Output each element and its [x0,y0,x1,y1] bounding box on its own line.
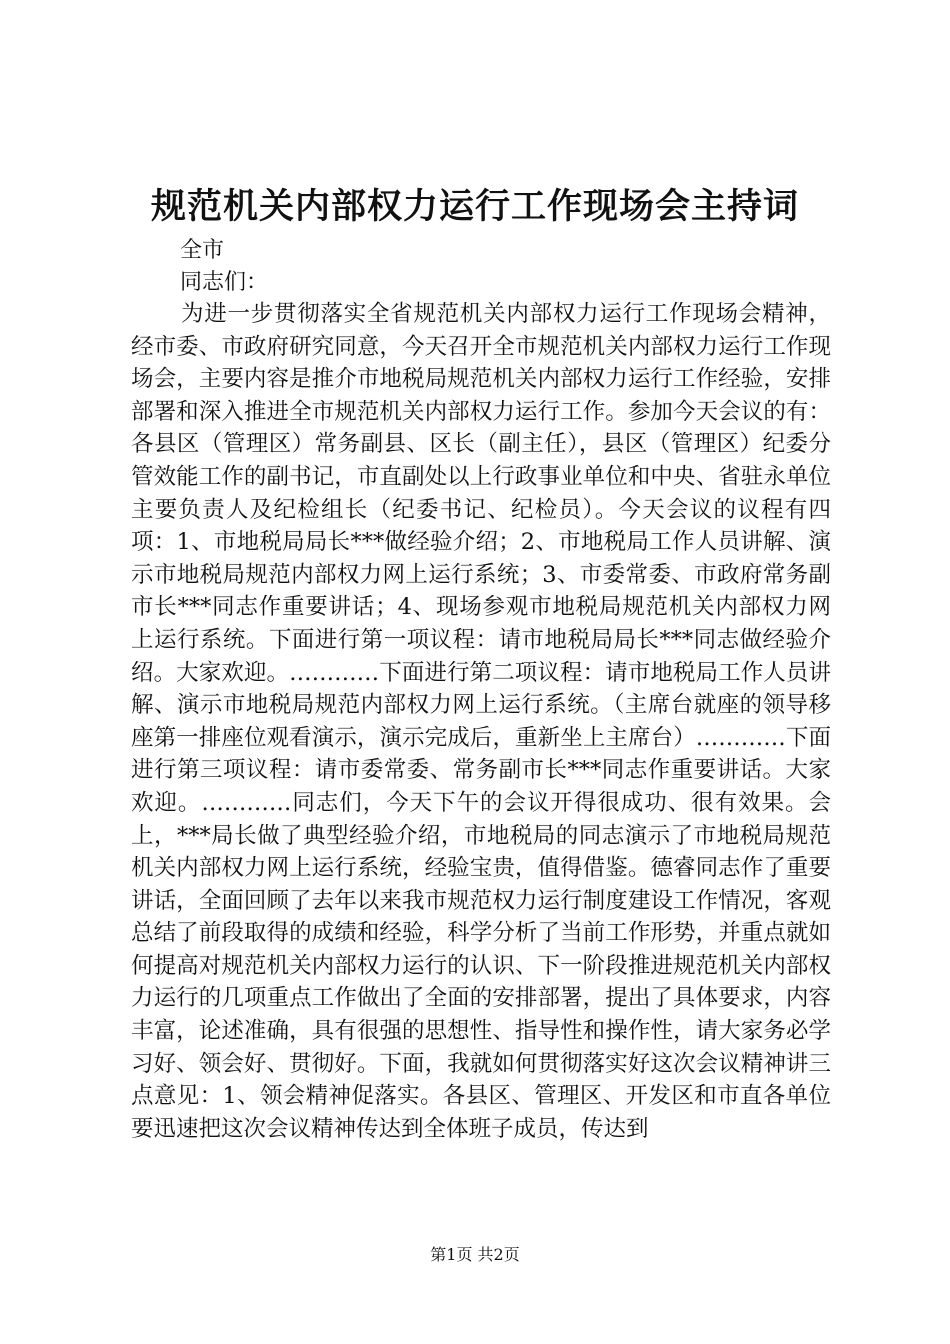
body-paragraph: 为进一步贯彻落实全省规范机关内部权力运行工作现场会精神，经市委、市政府研究同意，今天召开全市规范机关内部权力运行工作现场会，主要内容是推介市地税局规范机关内部权力运行工作经验，安排部署和深入推进全市规范机关内部权力运行工作。参加今天会议的有：各县区（管理区）常务副县、区长（副主任），县区（管理区）纪委分管效能工作的副书记，市直副处以上行政事业单位和中央、省驻永单位主要负责人及纪检组长（纪委书记、纪检员）。今天会议的议程有四项：1、市地税局局长***做经验介绍；2、市地税局工作人员讲解、演示市地税局规范内部权力网上运行系统；3、市委常委、市政府常务副市长***同志作重要讲话；4、现场参观市地税局规范机关内部权力网上运行系统。下面进行第一项议程：请市地税局局长***同志做经验介绍。大家欢迎。…………下面进行第二项议程：请市地税局工作人员讲解、演示市地税局规范内部权力网上运行系统。（主席台就座的领导移座第一排座位观看演示，演示完成后，重新坐上主席台）…………下面进行第三项议程：请市委常委、常务副市长***同志作重要讲话。大家欢迎。…………同志们，今天下午的会议开得很成功、很有效果。会上，***局长做了典型经验介绍，市地税局的同志演示了市地税局规范机关内部权力网上运行系统，经验宝贵，值得借鉴。德睿同志作了重要讲话，全面回顾了去年以来我市规范权力运行制度建设工作情况，客观总结了前段取得的成绩和经验，科学分析了当前工作形势，并重点就如何提高对规范机关内部权力运行的认识、下一阶段推进规范机关内部权力运行的几项重点工作做出了全面的安排部署，提出了具体要求，内容丰富，论述准确，具有很强的思想性、指导性和操作性，请大家务必学习好、领会好、贯彻好。下面，我就如何贯彻落实好这次会议精神讲三点意见：1、领会精神促落实。各县区、管理区、开发区和市直各单位要迅速把这次会议精神传达到全体班子成员，传达到 [131,301,831,1142]
salutation-line-1: 全市 [180,238,225,263]
salutation-line-2: 同志们： [180,270,269,295]
page-footer: 第1页 共2页 [430,1245,520,1264]
document-title: 规范机关内部权力运行工作现场会主持词 [150,186,799,227]
